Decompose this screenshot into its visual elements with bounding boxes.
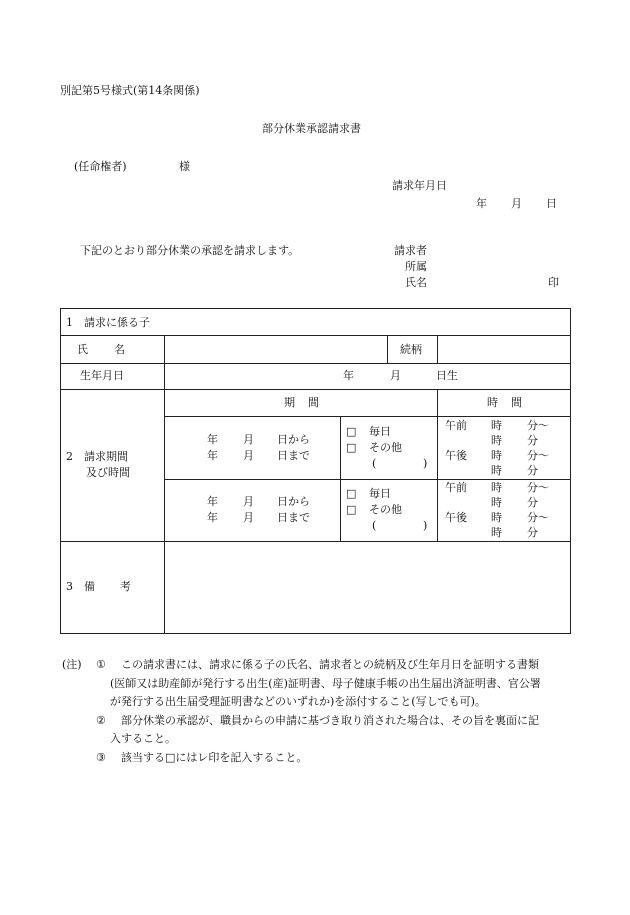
birth-year: 年 (343, 369, 354, 382)
note-1-line: が発行する出生届受理証明書などのいずれか)を添付すること(写しでも可)。 (110, 695, 486, 708)
note-2-line: 入すること。 (110, 732, 176, 745)
table-rule (164, 416, 571, 417)
hour-label: 時 (491, 526, 502, 539)
table-rule (60, 389, 571, 390)
date-month: 月 (511, 197, 522, 210)
section-3-heading-b: 考 (120, 580, 131, 593)
form-reference: 別記第5号様式(第14条関係) (60, 84, 200, 97)
pm-label: 午後 (445, 511, 467, 524)
row-end-day: 日まで (277, 511, 310, 524)
table-rule (164, 335, 165, 541)
paren-close: ) (423, 457, 428, 470)
option-other-label: その他 (369, 441, 402, 454)
am-label: 午前 (445, 419, 467, 432)
paren-open: ( (372, 457, 377, 470)
row-end-day: 日まで (277, 449, 310, 462)
note-1-line: (医師又は助産師が発行する出生(産)証明書、母子健康手帳の出生届出済証明書、官公署 (110, 677, 541, 690)
birthdate-label: 生年月日 (80, 369, 124, 382)
table-rule (387, 335, 388, 363)
checkbox-daily[interactable]: □ (346, 425, 357, 438)
time-header-b: 間 (511, 396, 522, 409)
period-header-b: 間 (308, 396, 319, 409)
row-end-year: 年 (207, 511, 218, 524)
hour-label: 時 (491, 464, 502, 477)
minute-label: 分～ (527, 511, 549, 524)
time-header-a: 時 (487, 396, 498, 409)
date-year: 年 (476, 197, 487, 210)
request-date-label: 請求年月日 (392, 179, 447, 192)
honorific: 様 (179, 160, 190, 173)
minute-label: 分 (527, 464, 538, 477)
note-1-mark: ① (96, 658, 106, 671)
table-rule (437, 389, 438, 541)
date-day: 日 (546, 197, 557, 210)
minute-label: 分 (527, 496, 538, 509)
hour-label: 時 (491, 434, 502, 447)
birth-day: 日生 (436, 369, 458, 382)
row-end-year: 年 (207, 449, 218, 462)
table-rule (164, 541, 165, 634)
pm-label: 午後 (445, 449, 467, 462)
section-3-heading-a: 3 備 (66, 580, 95, 593)
page-title: 部分休業承認請求書 (262, 122, 361, 135)
section-2-heading: 2 請求期間 (66, 450, 128, 463)
row-start-day: 日から (277, 495, 310, 508)
intro-text: 下記のとおり部分休業の承認を請求します。 (80, 244, 300, 257)
option-daily-label: 毎日 (369, 425, 391, 438)
row-end-month: 月 (243, 449, 254, 462)
minute-label: 分～ (527, 419, 549, 432)
child-name-label-b: 名 (114, 343, 125, 356)
checkbox-other[interactable]: □ (346, 503, 357, 516)
period-header-a: 期 (284, 396, 295, 409)
section-1-heading: 1 請求に係る子 (66, 316, 150, 329)
row-start-day: 日から (277, 433, 310, 446)
minute-label: 分～ (527, 449, 549, 462)
table-rule (340, 416, 341, 541)
am-label: 午前 (445, 481, 467, 494)
row-start-year: 年 (207, 495, 218, 508)
paren-close: ) (423, 519, 428, 532)
option-daily-label: 毎日 (369, 487, 391, 500)
note-3-mark: ③ (96, 751, 106, 764)
relationship-label: 続柄 (400, 343, 422, 356)
birth-month: 月 (390, 369, 401, 382)
minute-label: 分～ (527, 481, 549, 494)
row-start-year: 年 (207, 433, 218, 446)
seal-mark: 印 (548, 276, 559, 289)
row-start-month: 月 (243, 495, 254, 508)
hour-label: 時 (491, 449, 502, 462)
table-rule (437, 335, 438, 363)
row-start-month: 月 (243, 433, 254, 446)
minute-label: 分 (527, 526, 538, 539)
checkbox-daily[interactable]: □ (346, 487, 357, 500)
note-2-line: 部分休業の承認が、職員からの申請に基づき取り消された場合は、その旨を裏面に記 (121, 714, 539, 727)
hour-label: 時 (491, 481, 502, 494)
note-1-line: この請求書には、請求に係る子の氏名、請求者との続柄及び生年月日を証明する書類 (121, 658, 539, 671)
row-end-month: 月 (243, 511, 254, 524)
note-3-line: 該当する□にはレ印を記入すること。 (121, 751, 308, 764)
hour-label: 時 (491, 496, 502, 509)
table-rule (60, 363, 571, 364)
option-other-label: その他 (369, 503, 402, 516)
department-label: 所属 (405, 260, 427, 273)
checkbox-other[interactable]: □ (346, 441, 357, 454)
child-name-label-a: 氏 (77, 343, 88, 356)
requester-label: 請求者 (394, 244, 427, 257)
name-label: 氏名 (405, 276, 427, 289)
addressee: (任命権者) (74, 160, 127, 173)
hour-label: 時 (491, 511, 502, 524)
notes-label: (注) (62, 658, 82, 671)
table-rule (60, 541, 571, 542)
hour-label: 時 (491, 419, 502, 432)
paren-open: ( (372, 519, 377, 532)
minute-label: 分 (527, 434, 538, 447)
table-rule (60, 335, 571, 336)
note-2-mark: ② (96, 714, 106, 727)
section-2-heading-cont: 及び時間 (86, 466, 130, 479)
table-rule (164, 479, 571, 480)
